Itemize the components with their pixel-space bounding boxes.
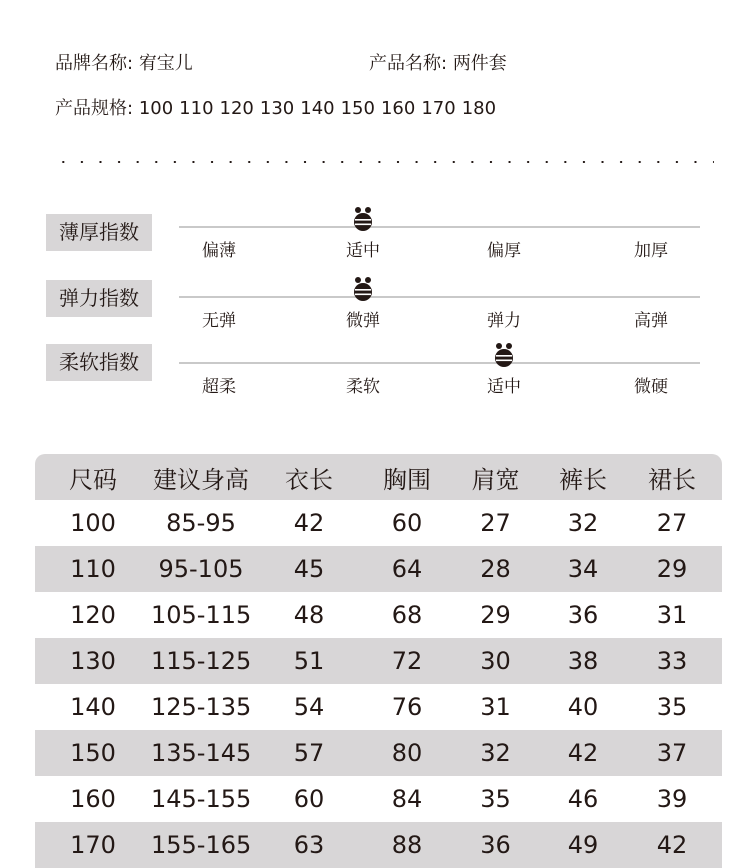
table-cell: 130	[70, 647, 116, 675]
spec-size: 160	[380, 98, 416, 119]
spec-size: 130	[259, 98, 295, 119]
product-value: 两件套	[452, 53, 507, 74]
table-cell: 64	[391, 555, 423, 583]
table-cell: 35	[480, 785, 511, 813]
table-cell: 160	[70, 785, 116, 813]
table-cell: 110	[70, 555, 116, 583]
table-header-cell: 尺码	[69, 465, 117, 494]
index-label: 弹力指数	[46, 280, 152, 317]
index-option: 适中	[487, 377, 521, 397]
product-info	[369, 49, 507, 75]
table-cell: 42	[293, 509, 325, 537]
table-header-cell: 裤长	[559, 465, 607, 494]
table-cell: 54	[293, 693, 325, 721]
table-cell: 27	[480, 509, 511, 537]
table-cell: 85-95	[166, 509, 236, 537]
table-row	[35, 776, 722, 822]
table-cell: 37	[656, 739, 688, 767]
table-cell: 46	[567, 785, 599, 813]
table-cell: 32	[567, 509, 599, 537]
table-cell: 63	[293, 831, 325, 859]
brand-info	[55, 49, 193, 75]
table-row	[35, 684, 722, 730]
spec-size: 150	[340, 98, 375, 119]
table-header-cell: 裙长	[648, 465, 696, 494]
table-cell: 140	[70, 693, 116, 721]
table-cell: 28	[480, 555, 511, 583]
bee-marker-icon	[493, 342, 515, 368]
table-cell: 60	[293, 785, 325, 813]
index-option: 超柔	[202, 377, 236, 397]
table-cell: 57	[293, 739, 325, 767]
table-cell: 32	[480, 739, 511, 767]
table-cell: 68	[391, 601, 423, 629]
index-scale-line	[179, 362, 700, 364]
table-header-cell: 建议身高	[153, 465, 249, 494]
table-header-cell: 肩宽	[471, 465, 520, 494]
index-option: 微弹	[346, 311, 380, 331]
table-cell: 120	[70, 601, 116, 629]
table-cell: 29	[656, 555, 688, 583]
table-cell: 60	[391, 509, 423, 537]
table-cell: 27	[656, 509, 688, 537]
bee-marker-icon	[352, 206, 374, 232]
index-option: 弹力	[487, 311, 521, 331]
spec-size: 180	[461, 98, 497, 119]
index-option: 适中	[346, 241, 380, 261]
table-row	[35, 822, 722, 868]
table-header	[35, 454, 722, 500]
table-cell: 125-135	[151, 693, 252, 721]
table-header-cell: 衣长	[285, 465, 333, 494]
index-scale-line	[179, 296, 700, 298]
table-cell: 45	[293, 555, 325, 583]
spec-size: 110	[179, 98, 214, 119]
table-cell: 39	[656, 785, 688, 813]
table-cell: 31	[656, 601, 688, 629]
table-cell: 36	[567, 601, 599, 629]
index-option: 偏薄	[202, 241, 236, 261]
table-cell: 100	[70, 509, 116, 537]
index-option: 加厚	[634, 241, 668, 261]
table-cell: 48	[293, 601, 325, 629]
index-scale-line	[179, 226, 700, 228]
table-cell: 51	[293, 647, 325, 675]
dotted-divider	[54, 161, 714, 163]
product-label: 产品名称:	[369, 53, 448, 74]
table-cell: 31	[480, 693, 511, 721]
spec-label: 产品规格:	[55, 98, 134, 119]
table-cell: 72	[391, 647, 423, 675]
spec-size: 170	[421, 98, 456, 119]
table-cell: 170	[70, 831, 116, 859]
size-table	[35, 454, 722, 868]
table-cell: 35	[656, 693, 688, 721]
table-row	[35, 500, 722, 546]
table-cell: 36	[480, 831, 511, 859]
table-cell: 135-145	[151, 739, 252, 767]
table-cell: 38	[567, 647, 599, 675]
table-cell: 115-125	[151, 647, 252, 675]
spec-size: 140	[300, 98, 335, 119]
brand-label: 品牌名称:	[55, 53, 134, 74]
index-option: 微硬	[634, 377, 668, 397]
table-cell: 80	[391, 739, 423, 767]
table-cell: 76	[391, 693, 423, 721]
table-row	[35, 638, 722, 684]
table-cell: 42	[567, 739, 599, 767]
table-cell: 40	[567, 693, 599, 721]
spec-size: 100	[138, 98, 174, 119]
table-cell: 145-155	[151, 785, 252, 813]
index-option: 柔软	[346, 377, 380, 397]
spec-sizes	[139, 98, 502, 119]
table-cell: 105-115	[151, 601, 252, 629]
table-cell: 33	[656, 647, 688, 675]
table-cell: 42	[656, 831, 688, 859]
bee-marker-icon	[352, 276, 374, 302]
spec-info	[55, 94, 502, 120]
table-cell: 150	[70, 739, 116, 767]
spec-size: 120	[219, 98, 254, 119]
brand-value: 宥宝儿	[138, 53, 193, 74]
table-row	[35, 546, 722, 592]
index-label: 柔软指数	[46, 344, 152, 381]
table-cell: 88	[391, 831, 423, 859]
table-row	[35, 592, 722, 638]
table-cell: 95-105	[158, 555, 244, 583]
table-header-cell: 胸围	[383, 465, 431, 494]
table-row	[35, 730, 722, 776]
index-option: 高弹	[634, 311, 668, 331]
table-cell: 84	[391, 785, 423, 813]
table-cell: 155-165	[151, 831, 252, 859]
table-cell: 34	[567, 555, 599, 583]
table-cell: 30	[480, 647, 511, 675]
table-cell: 29	[480, 601, 511, 629]
index-label: 薄厚指数	[46, 214, 152, 251]
index-option: 偏厚	[487, 241, 521, 261]
table-cell: 49	[567, 831, 599, 859]
index-option: 无弹	[202, 311, 236, 331]
